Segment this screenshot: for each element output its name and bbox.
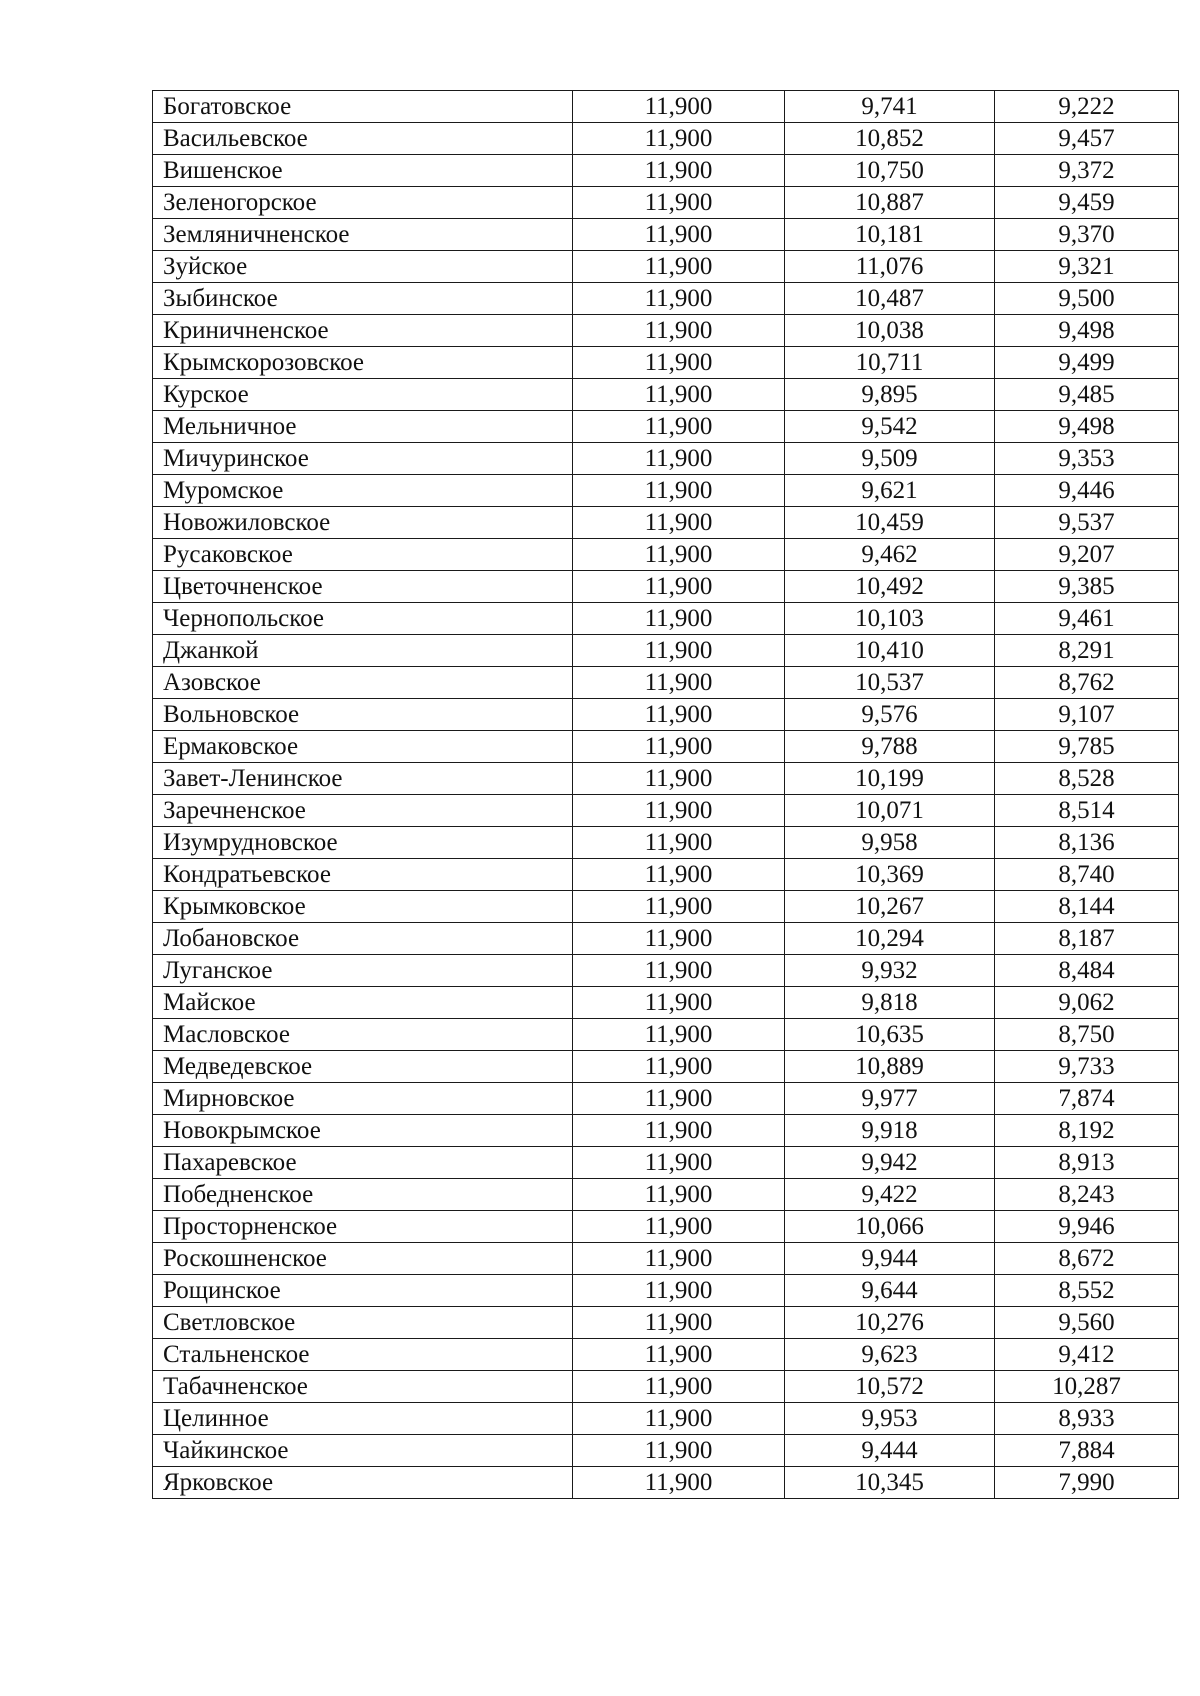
value-cell-2: 10,635 [785, 1019, 995, 1051]
value-cell-1: 11,900 [573, 635, 785, 667]
table-row [153, 923, 1179, 955]
value-cell-3: 8,187 [995, 923, 1179, 955]
table-row [153, 187, 1179, 219]
value-cell-1: 11,900 [573, 219, 785, 251]
value-cell-2: 9,576 [785, 699, 995, 731]
value-cell-3: 9,485 [995, 379, 1179, 411]
table-row [153, 987, 1179, 1019]
settlement-name-cell: Курское [153, 379, 573, 411]
table-row [153, 475, 1179, 507]
settlement-name-cell: Джанкой [153, 635, 573, 667]
value-cell-3: 9,207 [995, 539, 1179, 571]
value-cell-3: 9,222 [995, 91, 1179, 123]
table-row [153, 763, 1179, 795]
value-cell-1: 11,900 [573, 1147, 785, 1179]
value-cell-1: 11,900 [573, 1371, 785, 1403]
settlement-name-cell: Новокрымское [153, 1115, 573, 1147]
value-cell-2: 9,788 [785, 731, 995, 763]
value-cell-3: 9,385 [995, 571, 1179, 603]
value-cell-2: 9,444 [785, 1435, 995, 1467]
value-cell-2: 10,103 [785, 603, 995, 635]
value-cell-3: 9,537 [995, 507, 1179, 539]
value-cell-1: 11,900 [573, 1403, 785, 1435]
value-cell-2: 9,895 [785, 379, 995, 411]
settlement-name-cell: Земляничненское [153, 219, 573, 251]
table-row [153, 219, 1179, 251]
value-cell-3: 9,498 [995, 411, 1179, 443]
value-cell-3: 8,243 [995, 1179, 1179, 1211]
value-cell-1: 11,900 [573, 1211, 785, 1243]
value-cell-3: 9,457 [995, 123, 1179, 155]
settlement-name-cell: Чайкинское [153, 1435, 573, 1467]
table-row [153, 123, 1179, 155]
table-row [153, 635, 1179, 667]
value-cell-1: 11,900 [573, 1275, 785, 1307]
settlement-name-cell: Кондратьевское [153, 859, 573, 891]
value-cell-3: 9,459 [995, 187, 1179, 219]
value-cell-1: 11,900 [573, 315, 785, 347]
value-cell-1: 11,900 [573, 475, 785, 507]
value-cell-3: 9,785 [995, 731, 1179, 763]
value-cell-3: 8,740 [995, 859, 1179, 891]
data-table [152, 90, 1179, 1499]
value-cell-2: 10,711 [785, 347, 995, 379]
value-cell-3: 8,136 [995, 827, 1179, 859]
value-cell-2: 10,852 [785, 123, 995, 155]
value-cell-3: 9,446 [995, 475, 1179, 507]
settlement-name-cell: Мичуринское [153, 443, 573, 475]
value-cell-1: 11,900 [573, 1467, 785, 1499]
value-cell-3: 9,560 [995, 1307, 1179, 1339]
table-row [153, 1051, 1179, 1083]
settlement-name-cell: Мельничное [153, 411, 573, 443]
settlement-name-cell: Новожиловское [153, 507, 573, 539]
value-cell-1: 11,900 [573, 1339, 785, 1371]
settlement-name-cell: Целинное [153, 1403, 573, 1435]
value-cell-2: 9,932 [785, 955, 995, 987]
value-cell-3: 9,499 [995, 347, 1179, 379]
settlement-name-cell: Светловское [153, 1307, 573, 1339]
value-cell-3: 9,353 [995, 443, 1179, 475]
table-row [153, 539, 1179, 571]
settlement-name-cell: Табачненское [153, 1371, 573, 1403]
table-row [153, 1211, 1179, 1243]
table-row [153, 1147, 1179, 1179]
value-cell-1: 11,900 [573, 827, 785, 859]
value-cell-2: 10,267 [785, 891, 995, 923]
settlement-name-cell: Победненское [153, 1179, 573, 1211]
table-row [153, 1339, 1179, 1371]
value-cell-3: 7,884 [995, 1435, 1179, 1467]
value-cell-2: 9,818 [785, 987, 995, 1019]
value-cell-3: 8,750 [995, 1019, 1179, 1051]
table-row [153, 891, 1179, 923]
settlement-name-cell: Завет-Ленинское [153, 763, 573, 795]
settlement-name-cell: Муромское [153, 475, 573, 507]
value-cell-1: 11,900 [573, 923, 785, 955]
value-cell-1: 11,900 [573, 1243, 785, 1275]
value-cell-1: 11,900 [573, 155, 785, 187]
value-cell-1: 11,900 [573, 91, 785, 123]
value-cell-2: 9,462 [785, 539, 995, 571]
value-cell-2: 10,369 [785, 859, 995, 891]
settlement-name-cell: Рощинское [153, 1275, 573, 1307]
value-cell-3: 8,762 [995, 667, 1179, 699]
settlement-name-cell: Зыбинское [153, 283, 573, 315]
table-row [153, 1307, 1179, 1339]
value-cell-2: 10,276 [785, 1307, 995, 1339]
value-cell-2: 10,410 [785, 635, 995, 667]
settlement-name-cell: Изумрудновское [153, 827, 573, 859]
table-row [153, 1179, 1179, 1211]
value-cell-1: 11,900 [573, 1083, 785, 1115]
table-row [153, 1403, 1179, 1435]
settlement-name-cell: Азовское [153, 667, 573, 699]
value-cell-2: 9,509 [785, 443, 995, 475]
settlement-name-cell: Майское [153, 987, 573, 1019]
value-cell-2: 10,572 [785, 1371, 995, 1403]
value-cell-2: 9,644 [785, 1275, 995, 1307]
table-row [153, 155, 1179, 187]
value-cell-2: 10,071 [785, 795, 995, 827]
value-cell-2: 9,542 [785, 411, 995, 443]
table-body [153, 91, 1179, 1499]
value-cell-2: 10,537 [785, 667, 995, 699]
value-cell-3: 8,291 [995, 635, 1179, 667]
settlement-name-cell: Масловское [153, 1019, 573, 1051]
settlement-name-cell: Зеленогорское [153, 187, 573, 219]
value-cell-3: 8,913 [995, 1147, 1179, 1179]
table-row [153, 859, 1179, 891]
value-cell-2: 10,181 [785, 219, 995, 251]
value-cell-1: 11,900 [573, 795, 785, 827]
value-cell-1: 11,900 [573, 347, 785, 379]
table-row [153, 1371, 1179, 1403]
value-cell-2: 10,492 [785, 571, 995, 603]
settlement-name-cell: Луганское [153, 955, 573, 987]
settlement-name-cell: Роскошненское [153, 1243, 573, 1275]
settlement-name-cell: Чернопольское [153, 603, 573, 635]
value-cell-1: 11,900 [573, 571, 785, 603]
value-cell-3: 8,672 [995, 1243, 1179, 1275]
value-cell-2: 10,038 [785, 315, 995, 347]
value-cell-2: 10,199 [785, 763, 995, 795]
value-cell-2: 10,750 [785, 155, 995, 187]
value-cell-1: 11,900 [573, 1051, 785, 1083]
settlement-name-cell: Лобановское [153, 923, 573, 955]
settlement-name-cell: Криничненское [153, 315, 573, 347]
table-row [153, 955, 1179, 987]
value-cell-3: 9,372 [995, 155, 1179, 187]
value-cell-1: 11,900 [573, 379, 785, 411]
table-row [153, 1115, 1179, 1147]
value-cell-3: 8,933 [995, 1403, 1179, 1435]
table-row [153, 251, 1179, 283]
settlement-name-cell: Цветочненское [153, 571, 573, 603]
settlement-name-cell: Заречненское [153, 795, 573, 827]
value-cell-1: 11,900 [573, 507, 785, 539]
table-row [153, 315, 1179, 347]
value-cell-1: 11,900 [573, 1019, 785, 1051]
value-cell-1: 11,900 [573, 283, 785, 315]
settlement-name-cell: Вишенское [153, 155, 573, 187]
value-cell-2: 9,621 [785, 475, 995, 507]
value-cell-2: 10,345 [785, 1467, 995, 1499]
table-row [153, 1019, 1179, 1051]
settlement-name-cell: Богатовское [153, 91, 573, 123]
value-cell-2: 9,942 [785, 1147, 995, 1179]
settlement-name-cell: Крымскорозовское [153, 347, 573, 379]
value-cell-1: 11,900 [573, 667, 785, 699]
table-row [153, 411, 1179, 443]
value-cell-3: 7,874 [995, 1083, 1179, 1115]
value-cell-1: 11,900 [573, 731, 785, 763]
value-cell-1: 11,900 [573, 443, 785, 475]
value-cell-3: 9,946 [995, 1211, 1179, 1243]
value-cell-2: 9,623 [785, 1339, 995, 1371]
table-row [153, 1243, 1179, 1275]
table-row [153, 731, 1179, 763]
value-cell-1: 11,900 [573, 1435, 785, 1467]
value-cell-1: 11,900 [573, 699, 785, 731]
settlement-name-cell: Пахаревское [153, 1147, 573, 1179]
value-cell-2: 10,294 [785, 923, 995, 955]
value-cell-2: 10,487 [785, 283, 995, 315]
value-cell-3: 8,552 [995, 1275, 1179, 1307]
value-cell-2: 9,958 [785, 827, 995, 859]
value-cell-2: 9,918 [785, 1115, 995, 1147]
value-cell-3: 9,370 [995, 219, 1179, 251]
value-cell-2: 9,741 [785, 91, 995, 123]
value-cell-1: 11,900 [573, 603, 785, 635]
settlement-name-cell: Просторненское [153, 1211, 573, 1243]
settlement-name-cell: Мирновское [153, 1083, 573, 1115]
settlement-name-cell: Медведевское [153, 1051, 573, 1083]
settlement-name-cell: Ярковское [153, 1467, 573, 1499]
value-cell-3: 7,990 [995, 1467, 1179, 1499]
value-cell-1: 11,900 [573, 251, 785, 283]
value-cell-2: 11,076 [785, 251, 995, 283]
value-cell-1: 11,900 [573, 987, 785, 1019]
value-cell-2: 9,953 [785, 1403, 995, 1435]
value-cell-3: 8,144 [995, 891, 1179, 923]
value-cell-1: 11,900 [573, 1307, 785, 1339]
value-cell-3: 9,321 [995, 251, 1179, 283]
value-cell-2: 9,977 [785, 1083, 995, 1115]
settlement-name-cell: Васильевское [153, 123, 573, 155]
value-cell-1: 11,900 [573, 891, 785, 923]
table-row [153, 507, 1179, 539]
table-row [153, 699, 1179, 731]
value-cell-1: 11,900 [573, 763, 785, 795]
table-row [153, 827, 1179, 859]
table-row [153, 1083, 1179, 1115]
value-cell-1: 11,900 [573, 123, 785, 155]
value-cell-3: 9,733 [995, 1051, 1179, 1083]
settlement-name-cell: Стальненское [153, 1339, 573, 1371]
settlement-name-cell: Зуйское [153, 251, 573, 283]
value-cell-2: 9,422 [785, 1179, 995, 1211]
value-cell-1: 11,900 [573, 187, 785, 219]
table-row [153, 571, 1179, 603]
table-row [153, 347, 1179, 379]
value-cell-3: 9,461 [995, 603, 1179, 635]
table-row [153, 795, 1179, 827]
table-row [153, 667, 1179, 699]
value-cell-2: 10,889 [785, 1051, 995, 1083]
table-row [153, 443, 1179, 475]
value-cell-3: 9,107 [995, 699, 1179, 731]
value-cell-2: 10,066 [785, 1211, 995, 1243]
value-cell-3: 8,528 [995, 763, 1179, 795]
table-row [153, 1275, 1179, 1307]
value-cell-1: 11,900 [573, 411, 785, 443]
settlement-name-cell: Ермаковское [153, 731, 573, 763]
value-cell-2: 9,944 [785, 1243, 995, 1275]
table-row [153, 1435, 1179, 1467]
value-cell-1: 11,900 [573, 539, 785, 571]
value-cell-1: 11,900 [573, 1179, 785, 1211]
settlement-name-cell: Крымковское [153, 891, 573, 923]
table-row [153, 1467, 1179, 1499]
value-cell-3: 9,412 [995, 1339, 1179, 1371]
value-cell-3: 9,062 [995, 987, 1179, 1019]
settlement-name-cell: Вольновское [153, 699, 573, 731]
table-row [153, 283, 1179, 315]
value-cell-3: 8,484 [995, 955, 1179, 987]
table-row [153, 91, 1179, 123]
value-cell-3: 8,514 [995, 795, 1179, 827]
value-cell-3: 9,498 [995, 315, 1179, 347]
table-row [153, 603, 1179, 635]
settlement-name-cell: Русаковское [153, 539, 573, 571]
value-cell-3: 9,500 [995, 283, 1179, 315]
value-cell-1: 11,900 [573, 955, 785, 987]
value-cell-1: 11,900 [573, 1115, 785, 1147]
value-cell-2: 10,459 [785, 507, 995, 539]
value-cell-2: 10,887 [785, 187, 995, 219]
value-cell-3: 10,287 [995, 1371, 1179, 1403]
value-cell-1: 11,900 [573, 859, 785, 891]
table-row [153, 379, 1179, 411]
value-cell-3: 8,192 [995, 1115, 1179, 1147]
